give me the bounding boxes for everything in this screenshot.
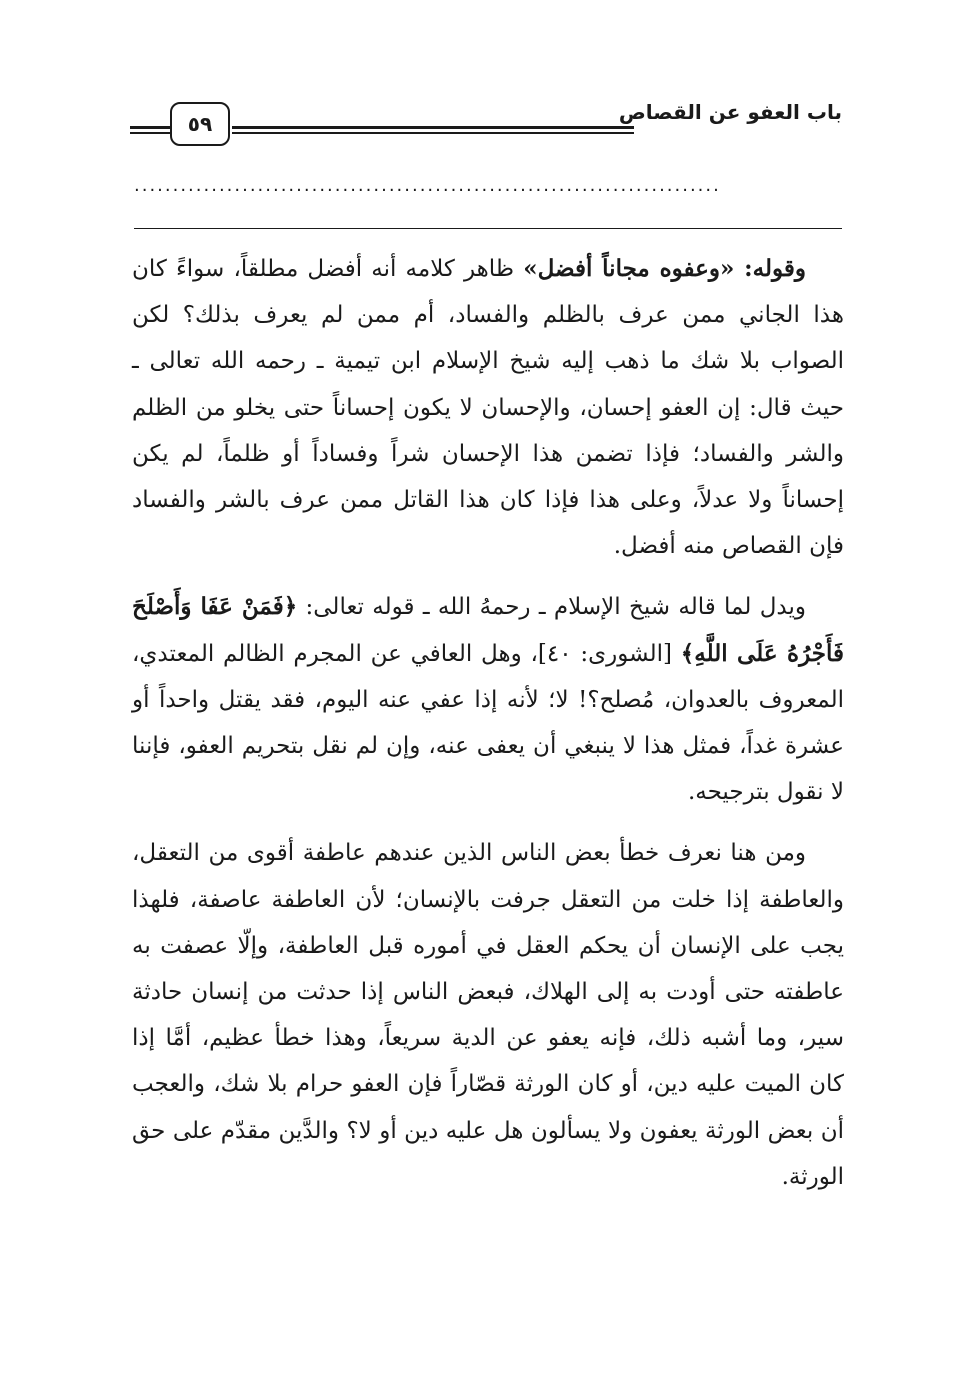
header-rule-left-top — [130, 126, 170, 129]
page-number-box — [170, 102, 230, 146]
header-rule-left-bottom — [130, 132, 170, 134]
paragraph-2-after: [الشورى: ٤٠]، وهل العافي عن المجرم الظالم المعتدي، المعروف بالعدوان، مُصلح؟! لا؛ لأنه إذا عفي عنه اليوم، فقد يقتل واحداً أو عشرة غداً، فمثل هذا لا ينبغي أن يعفى عنه، وإن لم نقل بتحريم العفو، فإننا لا نقول بترجيحه. — [132, 640, 844, 806]
chapter-title: باب العفو عن القصاص — [618, 100, 842, 124]
paragraph-1 — [132, 246, 844, 569]
paragraph-1-text: ظاهر كلامه أنه أفضل مطلقاً، سواءً كان هذا الجاني ممن عرف بالظلم والفساد، أم ممن لم يعرف بذلك؟ لكن الصواب بلا شك ما ذهب إليه شيخ الإسلام ابن تيمية ـ رحمه الله تعالى ـ حيث قال: إن العفو إحسان، والإحسان لا يكون إحساناً حتى يخلو من الظلم والشر والفساد؛ فإذا تضمن هذا الإحسان شراً وفساداً أو ظلماً، لم يكن إحساناً ولا عدلاً، وعلى هذا فإذا كان هذا القاتل ممن عرف بالشر والفساد فإن القصاص منه أفضل. — [132, 256, 844, 560]
header-rule-right-top — [232, 126, 634, 129]
paragraph-1-lead: وقوله: — [734, 255, 806, 282]
paragraph-3 — [132, 830, 844, 1200]
paragraph-3-text: ومن هنا نعرف خطأ بعض الناس الذين عندهم عاطفة أقوى من التعقل، والعاطفة إذا خلت من التعقل جرفت بالإنسان؛ لأن العاطفة عاصفة، فلهذا يجب على الإنسان أن يحكم العقل في أموره قبل العاطفة، وإلّا عصفت به عاطفته حتى أودت به إلى الهلاك، فبعض الناس إذا حدثت من إنسان حادثة سير، وما أشبه ذلك، فإنه يعفو عن الدية سريعاً، وهذا خطأ عظيم، أمَّا إذا كان الميت عليه دين، أو كان الورثة قصّاراً فإن العفو حرام بلا شك، والعجب أن بعض الورثة يعفون ولا يسألون هل عليه دين أو لا؟ والدَّين مقدّم على حق الورثة. — [132, 840, 844, 1190]
quran-verse: ﴿فَمَنْ عَفَا وَأَصْلَحَ فَأَجْرُهُ عَلَى اللَّهِ﴾ — [132, 593, 844, 667]
header-rule-right-bottom — [232, 132, 634, 134]
main-text — [132, 246, 844, 1200]
paragraph-2-before: ويدل لما قاله شيخ الإسلام ـ رحمهُ الله ـ قوله تعالى: — [297, 594, 806, 621]
paragraph-2 — [132, 584, 844, 815]
dotted-separator: ............................................................................ — [134, 176, 721, 196]
page-number: ٥٩ — [187, 112, 213, 136]
quoted-phrase: «وعفوه مجاناً أفضل» — [523, 255, 735, 282]
page-header — [130, 98, 842, 152]
separator-line — [134, 228, 842, 229]
